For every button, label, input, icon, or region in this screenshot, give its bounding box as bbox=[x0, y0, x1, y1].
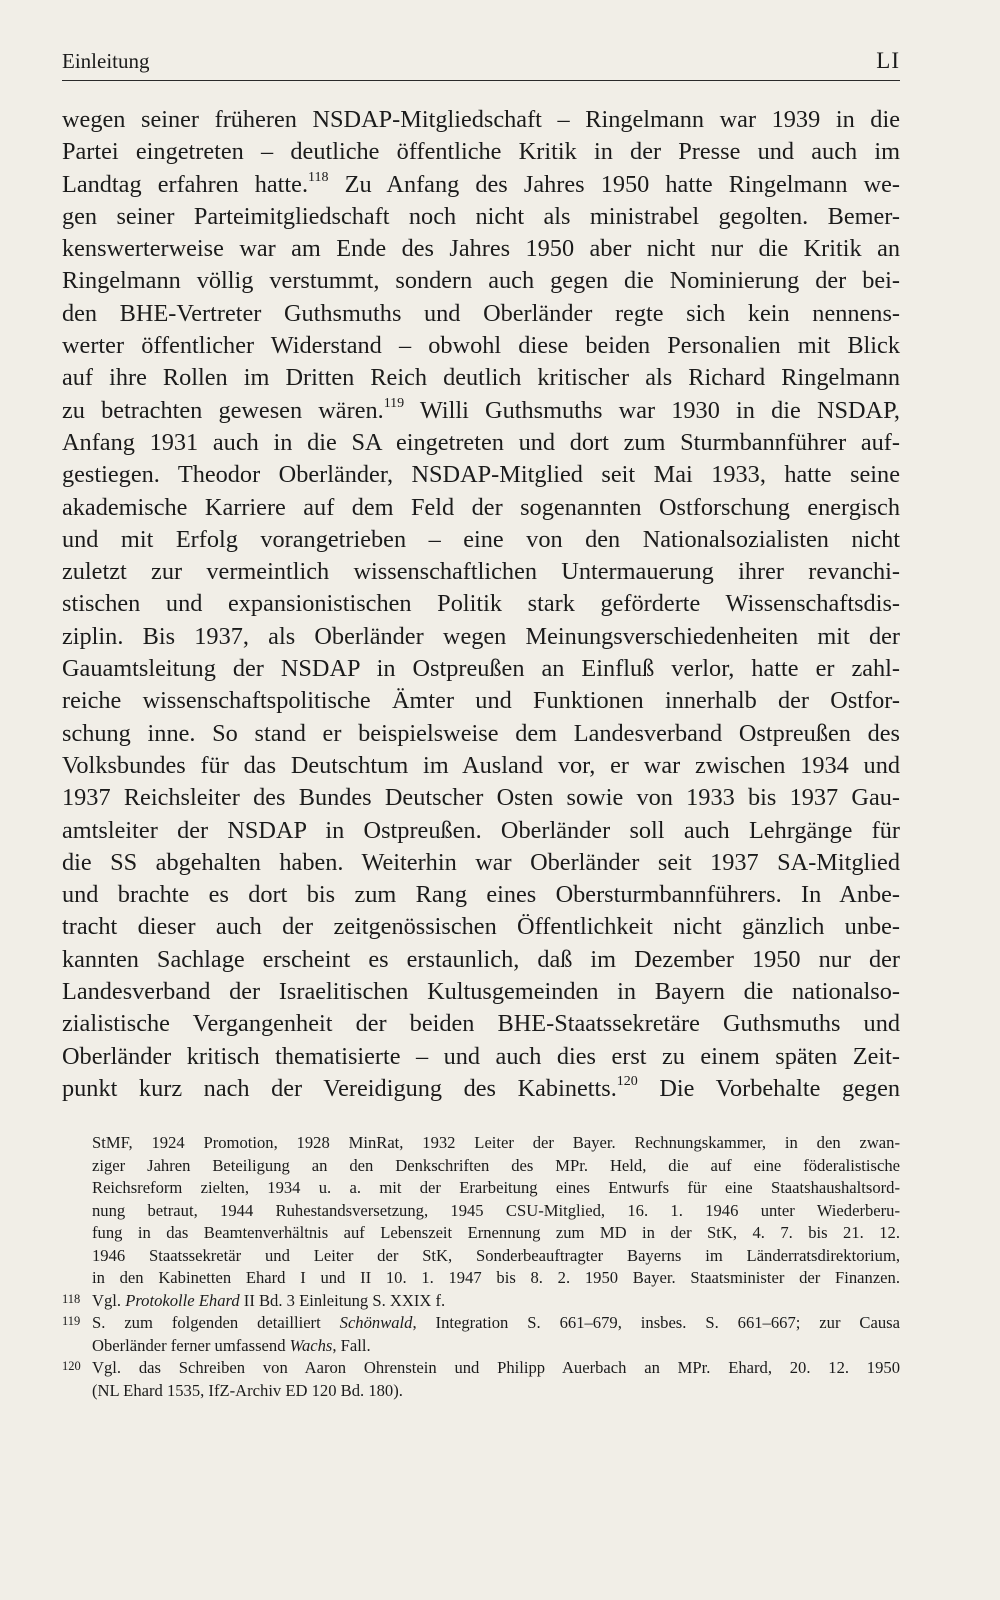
text-line: wegen seiner früheren NSDAP-Mitgliedschaft – Ringelmann war 1939 in die bbox=[62, 106, 900, 133]
text-line: reiche wissenschaftspolitische Ämter und Funktionen innerhalb der Ostfor- bbox=[62, 687, 900, 715]
footnote-117-continued bbox=[62, 1132, 900, 1290]
page-number: LI bbox=[876, 48, 900, 73]
text-line: zu betrachten gewesen wären.$^{119}$ Willi Guthsmuths war 1930 in die NSDAP, bbox=[62, 395, 900, 424]
section-title: Einleitung bbox=[62, 49, 150, 73]
footnote-ref-118[interactable]: 118 bbox=[308, 169, 329, 185]
text-line: den BHE-Vertreter Guthsmuths und Oberländer regte sich kein nennens- bbox=[62, 299, 900, 327]
text-line: und brachte es dort bis zum Rang eines Obersturmbannführers. In Anbe- bbox=[62, 881, 900, 909]
text-line: Partei eingetreten – deutliche öffentliche Kritik in der Presse und auch im bbox=[62, 138, 900, 166]
footnote-line: Reichsreform zielten, 1934 u. a. mit der Erarbeitung eines Entwurfs für eine Staatshaushaltsord- bbox=[92, 1178, 900, 1197]
text-line: punkt kurz nach der Vereidigung des Kabinetts.$^{120}$ Die Vorbehalte gegen bbox=[62, 1073, 900, 1102]
text-line: akademische Karriere auf dem Feld der sogenannten Ostforschung energisch bbox=[62, 493, 900, 521]
text-line: Oberländer kritisch thematisierte – und auch dies erst zu einem späten Zeit- bbox=[62, 1042, 900, 1070]
text-line: Gauamtsleitung der NSDAP in Ostpreußen an Einfluß verlor, hatte er zahl- bbox=[62, 655, 900, 683]
footnote-119 bbox=[62, 1312, 900, 1357]
footnote-line: in den Kabinetten Ehard I und II 10. 1. 1947 bis 8. 2. 1950 Bayer. Staatsminister der Finanzen. bbox=[92, 1268, 900, 1287]
footnote-line: Oberländer ferner umfassend Wachs, Fall. bbox=[92, 1335, 371, 1355]
footnote-number: 118 bbox=[62, 1291, 81, 1306]
text-line: Ringelmann völlig verstummt, sondern auch gegen die Nominierung der bei- bbox=[62, 267, 900, 295]
running-header bbox=[62, 46, 900, 81]
text-line: gen seiner Parteimitgliedschaft noch nicht als ministrabel gegolten. Bemer- bbox=[62, 202, 900, 230]
footnote-line: ziger Jahren Beteiligung an den Denkschriften des MPr. Held, die auf eine föderalistische bbox=[92, 1155, 900, 1175]
footnote-number: 120 bbox=[62, 1359, 81, 1373]
text-line: ziplin. Bis 1937, als Oberländer wegen Meinungsverschiedenheiten mit der bbox=[62, 622, 900, 650]
text-line: gestiegen. Theodor Oberländer, NSDAP-Mitglied seit Mai 1933, hatte seine bbox=[62, 461, 900, 489]
text-line: und mit Erfolg vorangetrieben – eine von den Nationalsozialisten nicht bbox=[62, 525, 900, 553]
text-line: Landesverband der Israelitischen Kultusgemeinden in Bayern die nationalso- bbox=[62, 978, 900, 1006]
text-line: Anfang 1931 auch in die SA eingetreten und dort zum Sturmbannführer auf- bbox=[62, 428, 900, 456]
footnote-ref-119[interactable]: 119 bbox=[383, 395, 405, 411]
footnote-line: (NL Ehard 1535, IfZ-Archiv ED 120 Bd. 180). bbox=[92, 1380, 403, 1400]
text-line: amtsleiter der NSDAP in Ostpreußen. Oberländer soll auch Lehrgänge für bbox=[62, 816, 900, 844]
footnote-118 bbox=[62, 1290, 900, 1313]
text-line: tracht dieser auch der zeitgenössischen Öffentlichkeit nicht gänzlich unbe- bbox=[62, 913, 900, 941]
main-text bbox=[62, 104, 900, 1105]
text-line: Landtag erfahren hatte.$^{118}$ Zu Anfang des Jahres 1950 hatte Ringelmann we- bbox=[62, 169, 901, 198]
footnote-line: StMF, 1924 Promotion, 1928 MinRat, 1932 Leiter der Bayer. Rechnungskammer, in den zwan- bbox=[92, 1133, 900, 1152]
text-line: die SS abgehalten haben. Weiterhin war Oberländer seit 1937 SA-Mitglied bbox=[62, 848, 900, 876]
footnote-line: fung in das Beamtenverhältnis auf Lebenszeit Ernennung zum MD in der StK, 4. 7. bis 21. 12. bbox=[92, 1223, 900, 1242]
text-line: zuletzt zur vermeintlich wissenschaftlichen Untermauerung ihrer revanchi- bbox=[62, 558, 900, 586]
footnote-line: Vgl. das Schreiben von Aaron Ohrenstein und Philipp Auerbach an MPr. Ehard, 20. 12. 1950 bbox=[92, 1358, 900, 1377]
text-line: schung inne. So stand er beispielsweise dem Landesverband Ostpreußen des bbox=[62, 719, 900, 747]
footnote-120 bbox=[62, 1357, 900, 1402]
footnote-line: Vgl. Protokolle Ehard II Bd. 3 Einleitung S. XXIX f. bbox=[92, 1290, 446, 1310]
text-line: werter öffentlicher Widerstand – obwohl diese beiden Personalien mit Blick bbox=[62, 332, 900, 360]
text-line: auf ihre Rollen im Dritten Reich deutlich kritischer als Richard Ringelmann bbox=[62, 364, 900, 392]
footnote-number: 119 bbox=[62, 1314, 81, 1328]
footnote-line: S. zum folgenden detailliert Schönwald, Integration S. 661–679, insbes. S. 661–667; zur Causa bbox=[92, 1313, 900, 1332]
text-line: kannten Sachlage erscheint es erstaunlich, daß im Dezember 1950 nur der bbox=[62, 945, 900, 973]
text-line: kenswerterweise war am Ende des Jahres 1950 aber nicht nur die Kritik an bbox=[62, 235, 900, 263]
footnotes bbox=[62, 1132, 900, 1402]
text-line: stischen und expansionistischen Politik stark geförderte Wissenschaftsdis- bbox=[62, 590, 900, 618]
footnote-line: 1946 Staatssekretär und Leiter der StK, Sonderbeauftragter Bayerns im Länderratsdirektorium, bbox=[92, 1245, 900, 1265]
footnote-ref-120[interactable]: 120 bbox=[616, 1073, 638, 1089]
text-line: zialistische Vergangenheit der beiden BHE-Staatssekretäre Guthsmuths und bbox=[62, 1010, 900, 1038]
text-line: Volksbundes für das Deutschtum im Ausland vor, er war zwischen 1934 und bbox=[62, 751, 900, 779]
footnote-line: nung betraut, 1944 Ruhestandsversetzung, 1945 CSU-Mitglied, 16. 1. 1946 unter Wiederberu- bbox=[92, 1200, 900, 1220]
text-line: 1937 Reichsleiter des Bundes Deutscher Osten sowie von 1933 bis 1937 Gau- bbox=[62, 784, 900, 812]
